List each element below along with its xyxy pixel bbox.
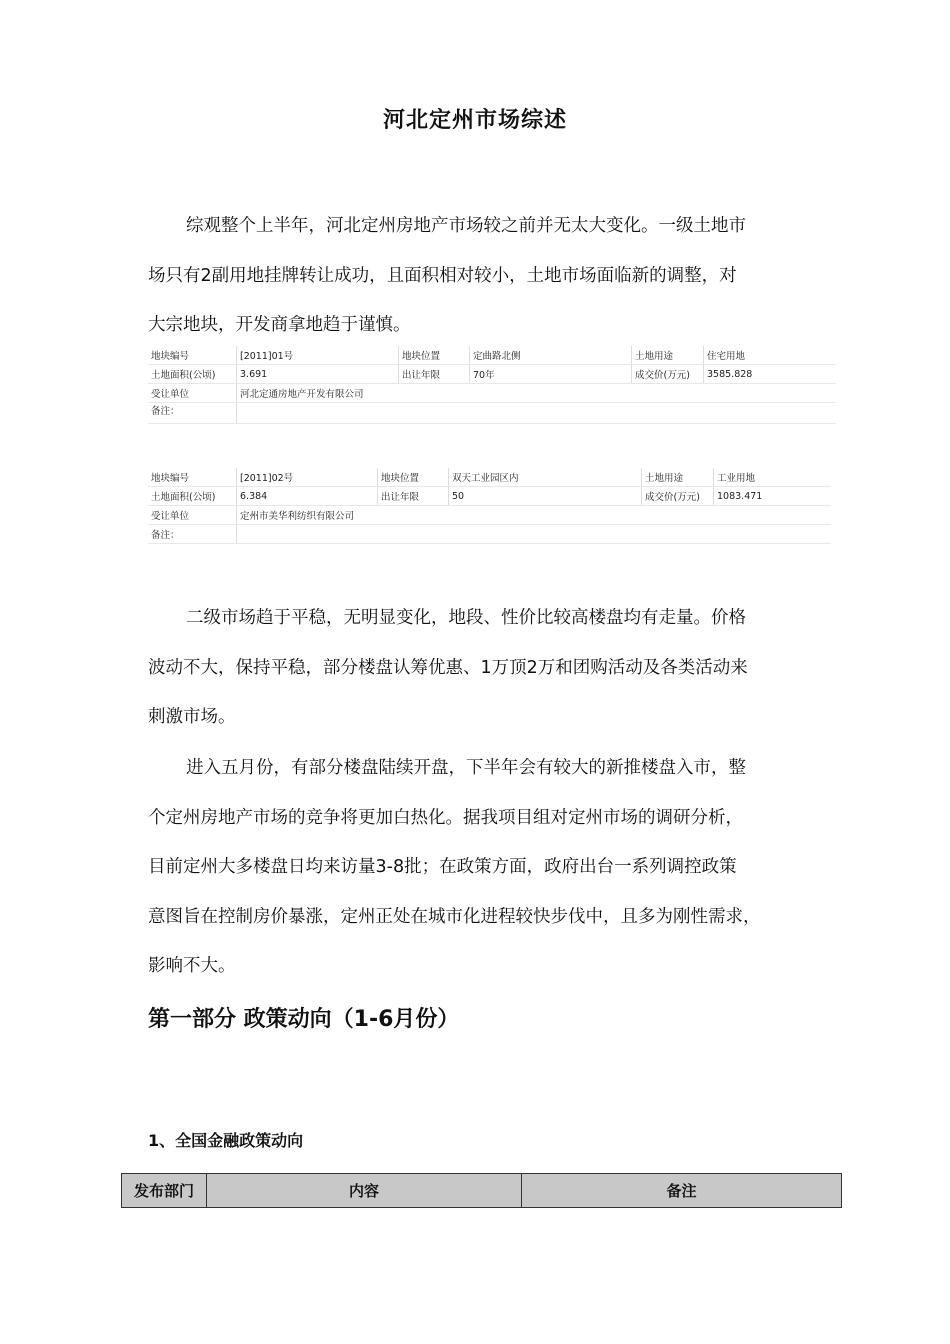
- table-row: [148, 346, 836, 365]
- table-cell: 定州市美华利纺织有限公司: [237, 506, 832, 525]
- table-cell: 受让单位: [148, 384, 237, 403]
- table-cell: [237, 403, 837, 424]
- table-cell: 土地面积(公顷): [148, 487, 237, 506]
- intro-line: 综观整个上半年，河北定州房地产市场较之前并无太大变化。一级土地市: [186, 216, 746, 236]
- paragraph-line: 刺激市场。: [148, 707, 236, 727]
- table-row: [148, 365, 836, 384]
- table-cell: 成交价(万元): [642, 487, 714, 506]
- table-cell: 土地用途: [632, 346, 704, 365]
- table-cell: 6.384: [237, 487, 378, 506]
- outlook-paragraph: [148, 744, 818, 992]
- policy-table: [121, 1173, 842, 1208]
- table-cell: 定曲路北侧: [470, 346, 632, 365]
- table-cell: 3.691: [237, 365, 399, 384]
- table-row: [148, 384, 836, 403]
- table-cell: 住宅用地: [704, 346, 837, 365]
- paragraph-line: 个定州房地产市场的竞争将更加白热化。据我项目组对定州市场的调研分析，: [148, 807, 743, 828]
- section-heading: 第一部分 政策动向（1-6月份）: [148, 1007, 460, 1032]
- table-cell: 备注：: [148, 403, 237, 424]
- table-cell: 地块编号: [148, 468, 237, 487]
- paragraph-line: 意图旨在控制房价暴涨，定州正处在城市化进程较快步伐中，且多为刚性需求，: [148, 906, 761, 927]
- table-cell: 70年: [470, 365, 632, 384]
- table-row: [148, 506, 831, 525]
- table-row: [148, 487, 831, 506]
- table-cell: 地块编号: [148, 346, 237, 365]
- table-cell: 出让年限: [378, 487, 449, 506]
- table-cell: 3585.828: [704, 365, 837, 384]
- land-table-1: [148, 346, 836, 424]
- column-header: 发布部门: [122, 1174, 207, 1208]
- paragraph-line: 二级市场趋于平稳，无明显变化，地段、性价比较高楼盘均有走量。价格: [186, 608, 746, 628]
- intro-paragraph: [148, 202, 818, 351]
- table-row: [148, 403, 836, 424]
- paragraph-line: 波动不大，保持平稳，部分楼盘认筹优惠、1万顶2万和团购活动及各类活动来: [148, 657, 748, 678]
- paragraph-line: 影响不大。: [148, 956, 236, 976]
- column-header: 内容: [207, 1174, 522, 1208]
- table-cell: 50: [449, 487, 642, 506]
- subsection-heading: 1、全国金融政策动向: [148, 1131, 304, 1150]
- table-header-row: [122, 1174, 842, 1208]
- table-cell: 土地用途: [642, 468, 714, 487]
- table-cell: 河北定通房地产开发有限公司: [237, 384, 837, 403]
- table-cell: 地块位置: [399, 346, 470, 365]
- column-header: 备注: [522, 1174, 842, 1208]
- table-cell: [2011]01号: [237, 346, 399, 365]
- table-cell: 受让单位: [148, 506, 237, 525]
- table-cell: 出让年限: [399, 365, 470, 384]
- table-cell: 地块位置: [378, 468, 449, 487]
- table-row: [148, 525, 831, 544]
- table-cell: 土地面积(公顷): [148, 365, 237, 384]
- table-row: [148, 468, 831, 487]
- table-cell: 1083.471: [714, 487, 832, 506]
- intro-line: 场只有2副用地挂牌转让成功，且面积相对较小，土地市场面临新的调整，对: [148, 265, 737, 286]
- market-paragraph: [148, 594, 818, 743]
- table-cell: 工业用地: [714, 468, 832, 487]
- table-cell: [2011]02号: [237, 468, 378, 487]
- table-cell: [237, 525, 832, 544]
- table-cell: 成交价(万元): [632, 365, 704, 384]
- table-cell: 双天工业园区内: [449, 468, 642, 487]
- paragraph-line: 目前定州大多楼盘日均来访量3-8批；在政策方面，政府出台一系列调控政策: [148, 857, 737, 877]
- document-title: 河北定州市场综述: [382, 108, 567, 133]
- intro-line: 大宗地块，开发商拿地趋于谨慎。: [148, 315, 411, 335]
- paragraph-line: 进入五月份，有部分楼盘陆续开盘，下半年会有较大的新推楼盘入市，整: [186, 758, 746, 778]
- table-cell: 备注：: [148, 525, 237, 544]
- land-table-2: [148, 468, 831, 544]
